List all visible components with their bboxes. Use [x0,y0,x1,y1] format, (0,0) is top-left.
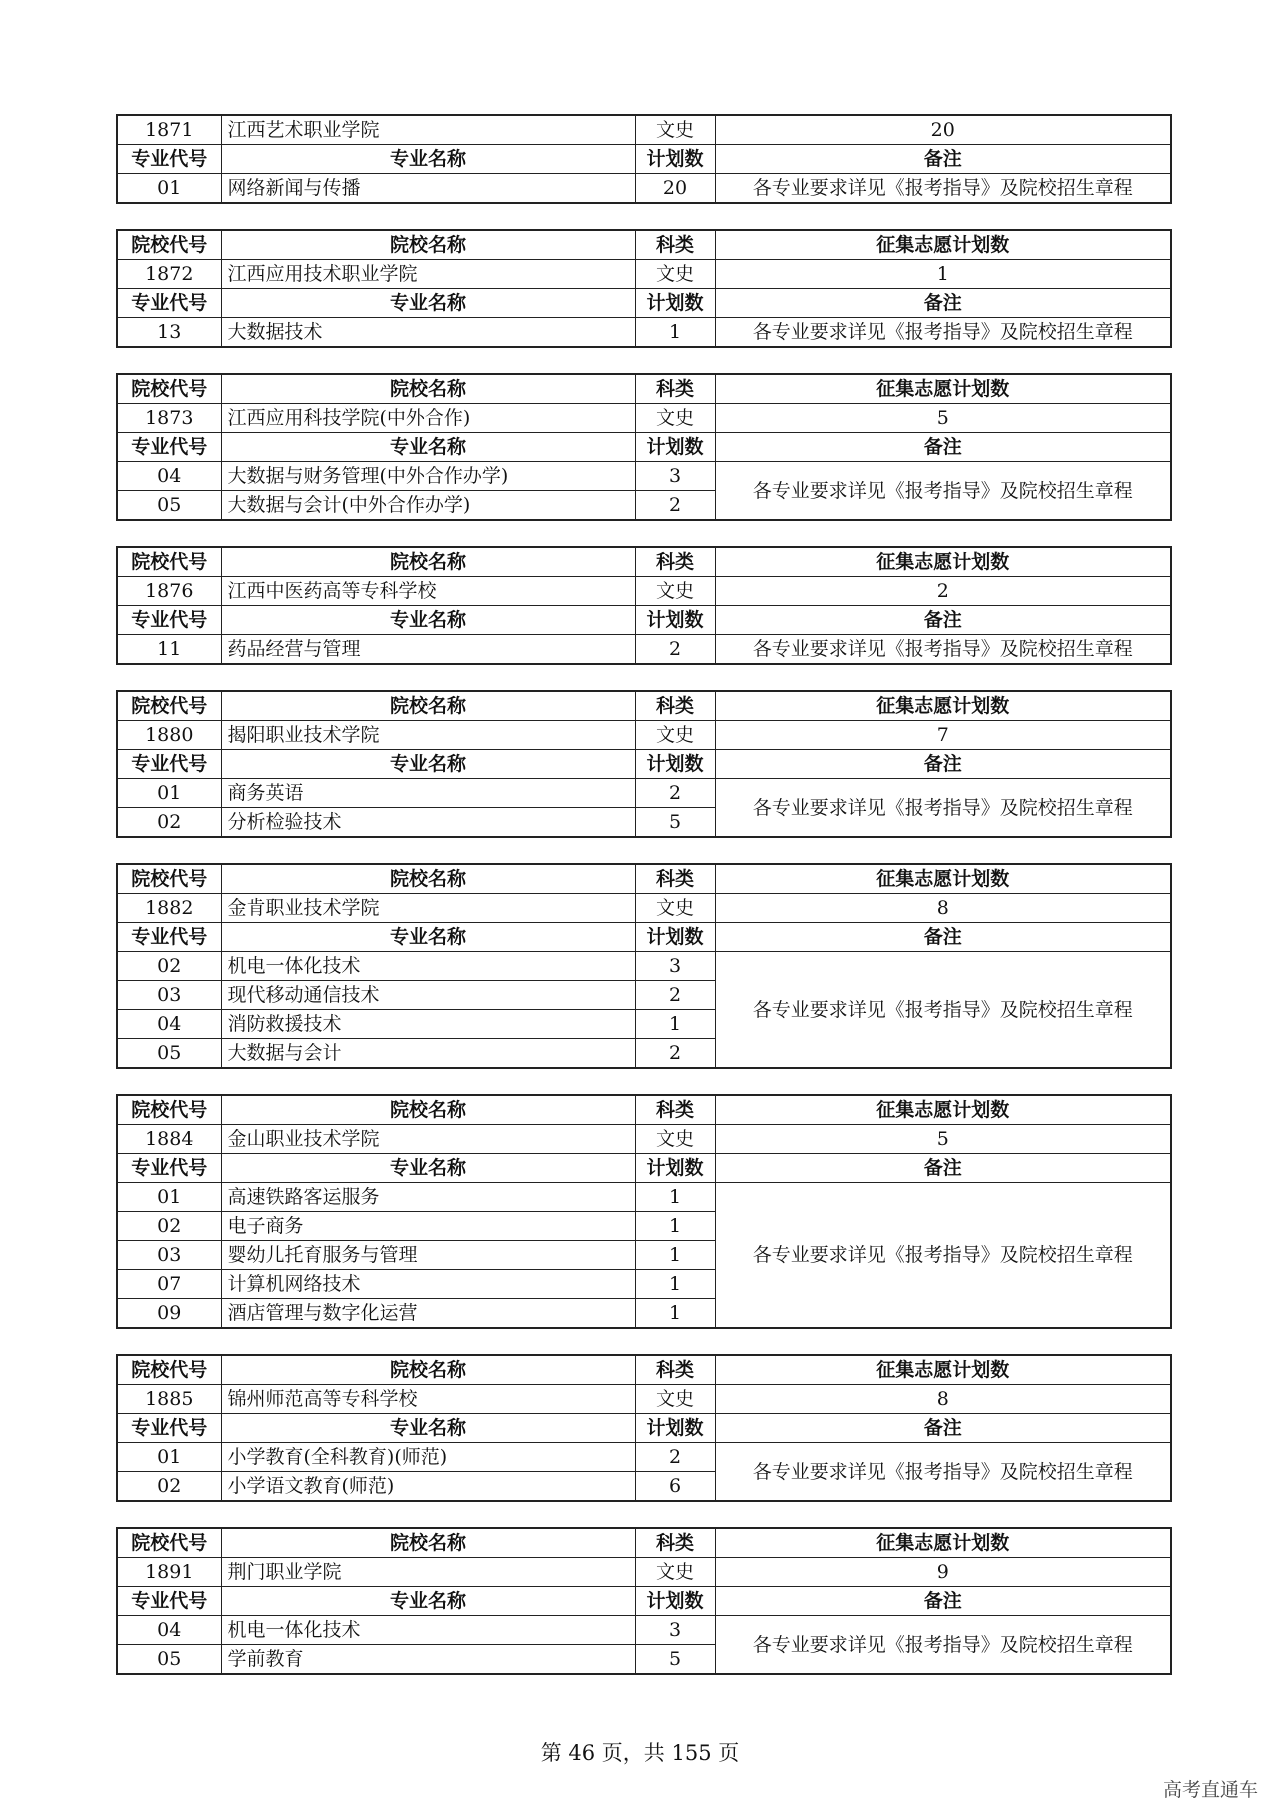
school-block [116,1094,1172,1329]
school-name-header: 院校名称 [221,1095,635,1125]
school-row [117,577,1171,606]
school-block [116,1527,1172,1675]
remark-header: 备注 [715,145,1171,174]
school-code-header: 院校代号 [117,230,221,260]
school-code-header: 院校代号 [117,864,221,894]
major-code: 04 [117,1616,221,1645]
plan-count-header: 计划数 [635,1154,715,1183]
major-header-row [117,433,1171,462]
plan-count-header: 计划数 [635,145,715,174]
remark-header: 备注 [715,433,1171,462]
major-header-row [117,1154,1171,1183]
remark-note: 各专业要求详见《报考指导》及院校招生章程 [715,779,1171,838]
school-code-header: 院校代号 [117,1095,221,1125]
school-name-header: 院校名称 [221,864,635,894]
remark-note: 各专业要求详见《报考指导》及院校招生章程 [715,318,1171,348]
major-header-row [117,923,1171,952]
major-plan-count: 2 [635,1443,715,1472]
major-code: 02 [117,1212,221,1241]
school-name: 揭阳职业技术学院 [221,721,635,750]
major-name-header: 专业名称 [221,145,635,174]
major-code: 01 [117,1443,221,1472]
major-plan-count: 6 [635,1472,715,1502]
major-code-header: 专业代号 [117,289,221,318]
major-name: 大数据技术 [221,318,635,348]
school-plan-total: 1 [715,260,1171,289]
plan-count-header: 计划数 [635,606,715,635]
major-plan-count: 1 [635,318,715,348]
major-plan-count: 2 [635,635,715,665]
major-plan-count: 3 [635,952,715,981]
school-category: 文史 [635,1558,715,1587]
major-code: 01 [117,779,221,808]
major-plan-count: 1 [635,1183,715,1212]
category-header: 科类 [635,1095,715,1125]
school-plan-total: 8 [715,894,1171,923]
school-category: 文史 [635,404,715,433]
major-code: 01 [117,174,221,204]
school-name: 锦州师范高等专科学校 [221,1385,635,1414]
major-header-row [117,289,1171,318]
major-plan-count: 3 [635,1616,715,1645]
major-name-header: 专业名称 [221,1587,635,1616]
remark-note: 各专业要求详见《报考指导》及院校招生章程 [715,635,1171,665]
school-header-row [117,230,1171,260]
major-name: 婴幼儿托育服务与管理 [221,1241,635,1270]
major-row [117,779,1171,808]
school-header-row [117,547,1171,577]
school-category: 文史 [635,260,715,289]
major-code: 05 [117,1645,221,1675]
major-name: 分析检验技术 [221,808,635,838]
major-code: 01 [117,1183,221,1212]
remark-note: 各专业要求详见《报考指导》及院校招生章程 [715,1183,1171,1329]
school-row [117,894,1171,923]
school-name: 金肯职业技术学院 [221,894,635,923]
major-name: 电子商务 [221,1212,635,1241]
remark-header: 备注 [715,1587,1171,1616]
major-name: 网络新闻与传播 [221,174,635,204]
major-name: 大数据与会计(中外合作办学) [221,491,635,521]
school-category: 文史 [635,1385,715,1414]
major-header-row [117,750,1171,779]
category-header: 科类 [635,374,715,404]
school-name-header: 院校名称 [221,230,635,260]
major-code: 03 [117,981,221,1010]
plan-total-header: 征集志愿计划数 [715,1095,1171,1125]
school-plan-total: 8 [715,1385,1171,1414]
major-code: 05 [117,491,221,521]
school-category: 文史 [635,577,715,606]
plan-count-header: 计划数 [635,1587,715,1616]
school-name-header: 院校名称 [221,691,635,721]
school-block [116,690,1172,838]
school-name: 江西应用技术职业学院 [221,260,635,289]
major-plan-count: 3 [635,462,715,491]
major-name: 商务英语 [221,779,635,808]
school-category: 文史 [635,721,715,750]
major-code: 13 [117,318,221,348]
category-header: 科类 [635,1355,715,1385]
major-plan-count: 1 [635,1010,715,1039]
school-row [117,1558,1171,1587]
school-name-header: 院校名称 [221,374,635,404]
major-row [117,1183,1171,1212]
school-name: 江西中医药高等专科学校 [221,577,635,606]
remark-note: 各专业要求详见《报考指导》及院校招生章程 [715,174,1171,204]
page-number: 第 46 页，共 155 页 [540,1741,740,1765]
major-plan-count: 5 [635,1645,715,1675]
plan-count-header: 计划数 [635,1414,715,1443]
school-code: 1882 [117,894,221,923]
remark-header: 备注 [715,923,1171,952]
major-name-header: 专业名称 [221,1154,635,1183]
major-code: 02 [117,952,221,981]
school-row [117,721,1171,750]
admission-plan-list [116,114,1170,1700]
major-row [117,635,1171,665]
major-name: 现代移动通信技术 [221,981,635,1010]
major-row [117,462,1171,491]
remark-header: 备注 [715,750,1171,779]
category-header: 科类 [635,230,715,260]
major-code: 07 [117,1270,221,1299]
plan-total-header: 征集志愿计划数 [715,374,1171,404]
plan-count-header: 计划数 [635,750,715,779]
school-code: 1871 [117,115,221,145]
school-row [117,404,1171,433]
school-header-row [117,864,1171,894]
major-name: 机电一体化技术 [221,952,635,981]
school-header-row [117,374,1171,404]
school-header-row [117,1528,1171,1558]
category-header: 科类 [635,864,715,894]
school-row [117,1125,1171,1154]
school-plan-total: 5 [715,404,1171,433]
plan-total-header: 征集志愿计划数 [715,547,1171,577]
watermark: 高考直通车 [1162,1779,1258,1801]
school-code: 1885 [117,1385,221,1414]
school-block [116,114,1172,204]
school-plan-total: 2 [715,577,1171,606]
major-header-row [117,145,1171,174]
school-name: 荆门职业学院 [221,1558,635,1587]
plan-total-header: 征集志愿计划数 [715,1355,1171,1385]
major-plan-count: 1 [635,1299,715,1329]
school-code: 1873 [117,404,221,433]
category-header: 科类 [635,691,715,721]
major-header-row [117,606,1171,635]
major-name-header: 专业名称 [221,289,635,318]
major-name: 酒店管理与数字化运营 [221,1299,635,1329]
school-code: 1872 [117,260,221,289]
school-name-header: 院校名称 [221,1528,635,1558]
school-plan-total: 9 [715,1558,1171,1587]
school-row [117,260,1171,289]
major-name-header: 专业名称 [221,606,635,635]
school-block [116,546,1172,665]
remark-header: 备注 [715,289,1171,318]
major-plan-count: 1 [635,1270,715,1299]
major-plan-count: 2 [635,1039,715,1069]
major-code-header: 专业代号 [117,1414,221,1443]
major-header-row [117,1587,1171,1616]
major-code-header: 专业代号 [117,606,221,635]
remark-note: 各专业要求详见《报考指导》及院校招生章程 [715,952,1171,1069]
remark-header: 备注 [715,1414,1171,1443]
major-name: 小学教育(全科教育)(师范) [221,1443,635,1472]
school-plan-total: 7 [715,721,1171,750]
major-code: 04 [117,462,221,491]
major-name-header: 专业名称 [221,433,635,462]
major-name-header: 专业名称 [221,1414,635,1443]
remark-note: 各专业要求详见《报考指导》及院校招生章程 [715,1616,1171,1675]
school-code-header: 院校代号 [117,1528,221,1558]
category-header: 科类 [635,1528,715,1558]
remark-note: 各专业要求详见《报考指导》及院校招生章程 [715,1443,1171,1502]
major-name: 大数据与财务管理(中外合作办学) [221,462,635,491]
school-name-header: 院校名称 [221,1355,635,1385]
plan-count-header: 计划数 [635,289,715,318]
plan-count-header: 计划数 [635,433,715,462]
school-block [116,373,1172,521]
major-name-header: 专业名称 [221,923,635,952]
plan-total-header: 征集志愿计划数 [715,864,1171,894]
major-code: 05 [117,1039,221,1069]
major-name-header: 专业名称 [221,750,635,779]
school-row [117,1385,1171,1414]
major-code-header: 专业代号 [117,145,221,174]
major-name: 计算机网络技术 [221,1270,635,1299]
major-row [117,174,1171,204]
school-plan-total: 20 [715,115,1171,145]
school-block [116,229,1172,348]
major-plan-count: 2 [635,491,715,521]
major-code-header: 专业代号 [117,1154,221,1183]
major-code: 11 [117,635,221,665]
major-plan-count: 2 [635,779,715,808]
plan-total-header: 征集志愿计划数 [715,230,1171,260]
major-plan-count: 2 [635,981,715,1010]
major-name: 药品经营与管理 [221,635,635,665]
major-code: 03 [117,1241,221,1270]
major-code-header: 专业代号 [117,1587,221,1616]
school-name: 金山职业技术学院 [221,1125,635,1154]
school-code: 1876 [117,577,221,606]
school-block [116,863,1172,1069]
major-row [117,1443,1171,1472]
major-code: 02 [117,1472,221,1502]
school-header-row [117,1355,1171,1385]
major-code-header: 专业代号 [117,750,221,779]
school-code-header: 院校代号 [117,374,221,404]
major-plan-count: 5 [635,808,715,838]
major-plan-count: 20 [635,174,715,204]
school-code: 1891 [117,1558,221,1587]
school-code-header: 院校代号 [117,547,221,577]
major-name: 机电一体化技术 [221,1616,635,1645]
school-name: 江西应用科技学院(中外合作) [221,404,635,433]
category-header: 科类 [635,547,715,577]
school-name-header: 院校名称 [221,547,635,577]
plan-total-header: 征集志愿计划数 [715,1528,1171,1558]
school-code: 1884 [117,1125,221,1154]
major-name: 高速铁路客运服务 [221,1183,635,1212]
school-category: 文史 [635,115,715,145]
major-code: 09 [117,1299,221,1329]
major-name: 小学语文教育(师范) [221,1472,635,1502]
major-row [117,952,1171,981]
plan-total-header: 征集志愿计划数 [715,691,1171,721]
major-row [117,1616,1171,1645]
remark-note: 各专业要求详见《报考指导》及院校招生章程 [715,462,1171,521]
school-code: 1880 [117,721,221,750]
major-header-row [117,1414,1171,1443]
major-name: 大数据与会计 [221,1039,635,1069]
major-code-header: 专业代号 [117,433,221,462]
school-category: 文史 [635,894,715,923]
plan-count-header: 计划数 [635,923,715,952]
school-name: 江西艺术职业学院 [221,115,635,145]
major-plan-count: 1 [635,1241,715,1270]
school-category: 文史 [635,1125,715,1154]
major-name: 学前教育 [221,1645,635,1675]
major-plan-count: 1 [635,1212,715,1241]
remark-header: 备注 [715,1154,1171,1183]
school-row [117,115,1171,145]
major-row [117,318,1171,348]
major-code: 02 [117,808,221,838]
major-code-header: 专业代号 [117,923,221,952]
major-code: 04 [117,1010,221,1039]
school-code-header: 院校代号 [117,1355,221,1385]
remark-header: 备注 [715,606,1171,635]
school-plan-total: 5 [715,1125,1171,1154]
school-block [116,1354,1172,1502]
school-header-row [117,1095,1171,1125]
school-header-row [117,691,1171,721]
major-name: 消防救援技术 [221,1010,635,1039]
school-code-header: 院校代号 [117,691,221,721]
